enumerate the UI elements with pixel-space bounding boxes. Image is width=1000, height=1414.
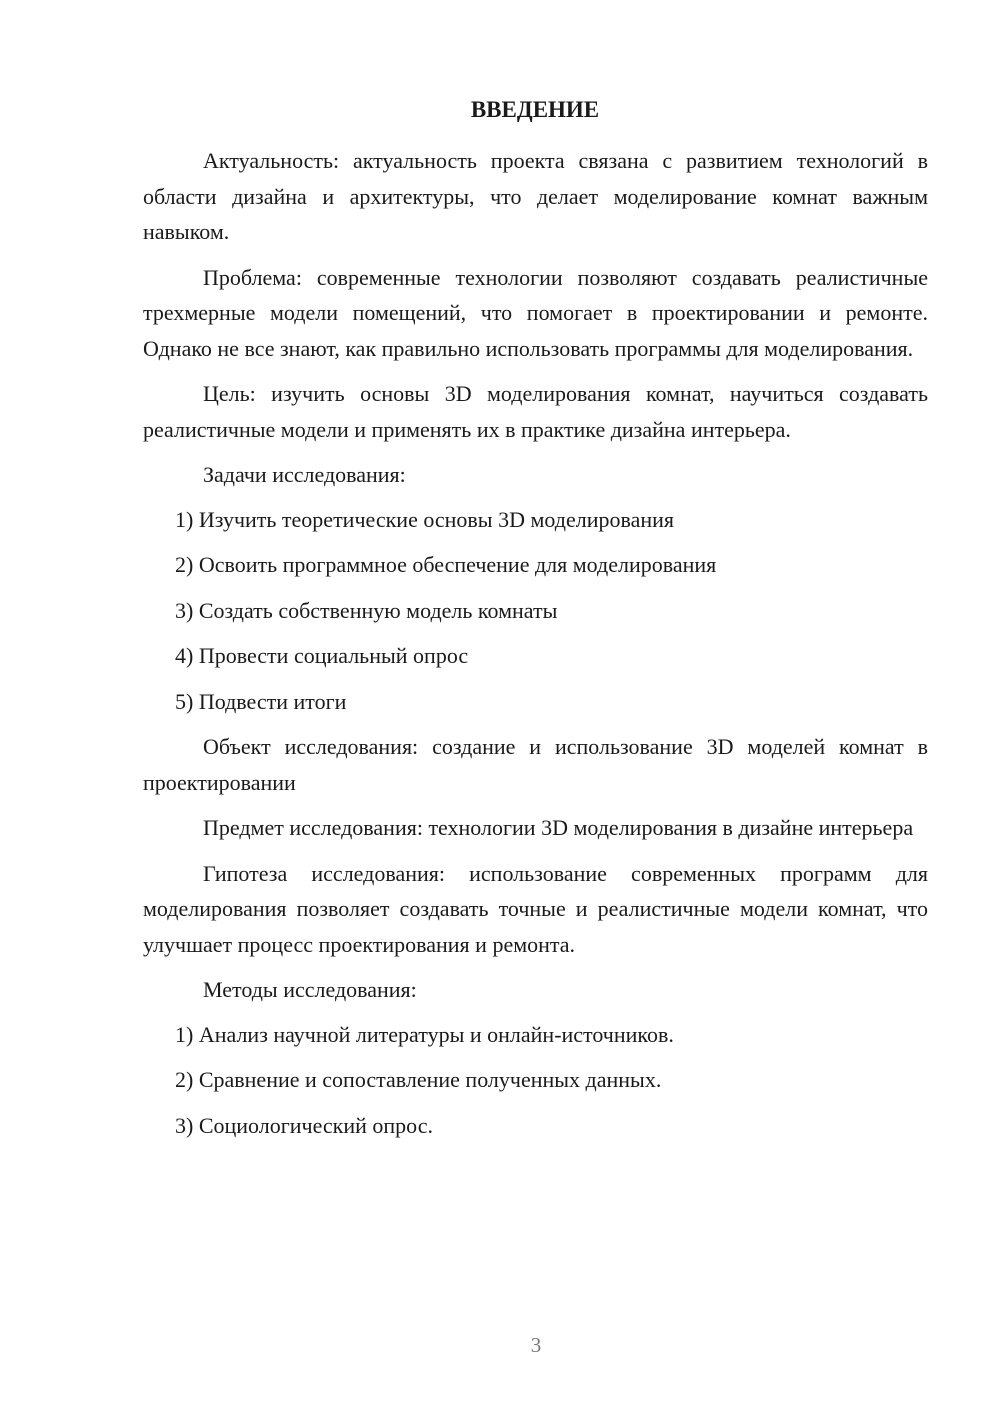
list-item: 3) Создать собственную модель комнаты [175, 597, 558, 623]
goal-paragraph: Цель: изучить основы 3D моделирования комнат, научиться создавать реалистичные модели и применять их в практике дизайна интерьера. [143, 381, 928, 442]
methods-list [143, 1017, 928, 1144]
list-item: 5) Подвести итоги [175, 688, 347, 714]
page-number: 3 [530, 1333, 542, 1357]
list-item: 1) Анализ научной литературы и онлайн-источников. [175, 1021, 674, 1047]
list-item: 2) Сравнение и сопоставление полученных данных. [175, 1067, 662, 1092]
object-paragraph: Объект исследования: создание и использование 3D моделей комнат в проектировании [143, 734, 928, 795]
document-body [143, 143, 928, 1153]
relevance-paragraph: Актуальность: актуальность проекта связана с развитием технологий в области дизайна и архитектуры, что делает моделирование комнат важным навыком. [143, 148, 928, 244]
list-item: 2) Освоить программное обеспечение для моделирования [175, 552, 717, 577]
hypothesis-paragraph: Гипотеза исследования: использование современных программ для моделирования позволяет создавать точные и реалистичные модели комнат, что улучшает процесс проектирования и ремонта. [143, 860, 928, 957]
methods-heading: Методы исследования: [203, 977, 417, 1002]
list-item: 4) Провести социальный опрос [175, 643, 469, 668]
problem-paragraph: Проблема: современные технологии позволяют создавать реалистичные трехмерные модели помещений, что помогает в проектировании и ремонте. Однако не все знают, как правильно использовать программы для моделирования. [143, 264, 928, 361]
list-item: 1) Изучить теоретические основы 3D моделирования [175, 506, 674, 532]
tasks-list [143, 502, 928, 720]
subject-paragraph: Предмет исследования: технологии 3D моделирования в дизайне интерьера [203, 815, 914, 840]
tasks-heading: Задачи исследования: [203, 462, 406, 487]
list-item: 3) Социологический опрос. [175, 1112, 433, 1138]
page-title: ВВЕДЕНИЕ [470, 97, 600, 122]
